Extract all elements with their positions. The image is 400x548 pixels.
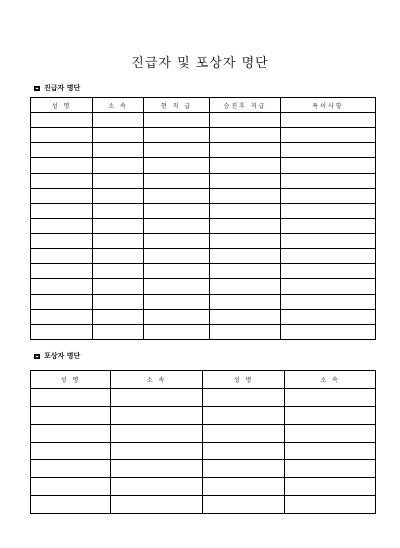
table-cell[interactable] xyxy=(31,406,111,424)
table-cell[interactable] xyxy=(93,203,144,218)
table-cell[interactable] xyxy=(281,264,376,279)
table-row xyxy=(31,143,376,158)
table-cell[interactable] xyxy=(285,424,376,442)
table-cell[interactable] xyxy=(281,158,376,173)
table-cell[interactable] xyxy=(31,389,111,407)
table-row xyxy=(31,460,376,478)
table-cell[interactable] xyxy=(93,309,144,324)
table-cell[interactable] xyxy=(281,324,376,339)
table-cell[interactable] xyxy=(210,264,281,279)
table-cell[interactable] xyxy=(144,234,210,249)
table-cell[interactable] xyxy=(93,249,144,264)
section-label-text: 진급자 명단 xyxy=(44,84,81,92)
table-cell[interactable] xyxy=(281,203,376,218)
table-row xyxy=(31,309,376,324)
table-cell[interactable] xyxy=(281,218,376,233)
table-cell[interactable] xyxy=(93,143,144,158)
table-cell[interactable] xyxy=(144,309,210,324)
table-cell[interactable] xyxy=(93,158,144,173)
table-cell[interactable] xyxy=(281,294,376,309)
table-cell[interactable] xyxy=(144,279,210,294)
section-label-awards xyxy=(34,351,80,361)
table-cell[interactable] xyxy=(31,478,111,496)
table-row xyxy=(31,294,376,309)
table-cell[interactable] xyxy=(285,442,376,460)
table-row xyxy=(31,442,376,460)
table-cell[interactable] xyxy=(210,234,281,249)
table-row xyxy=(31,234,376,249)
table-cell[interactable] xyxy=(31,234,93,249)
table-row xyxy=(31,203,376,218)
table-cell[interactable] xyxy=(93,279,144,294)
table-cell[interactable] xyxy=(281,279,376,294)
table-cell[interactable] xyxy=(31,309,93,324)
table-cell[interactable] xyxy=(144,249,210,264)
table-cell[interactable] xyxy=(203,442,285,460)
column-header-current-rank: 현 직 급 xyxy=(144,98,210,113)
table-cell[interactable] xyxy=(111,406,203,424)
table-cell[interactable] xyxy=(210,143,281,158)
section-label-text: 포상자 명단 xyxy=(44,352,81,360)
table-cell[interactable] xyxy=(203,496,285,514)
table-row xyxy=(31,424,376,442)
table-cell[interactable] xyxy=(93,324,144,339)
table-row xyxy=(31,249,376,264)
table-cell[interactable] xyxy=(111,460,203,478)
table-cell[interactable] xyxy=(285,478,376,496)
table-cell[interactable] xyxy=(281,188,376,203)
table-cell[interactable] xyxy=(31,324,93,339)
table-cell[interactable] xyxy=(31,188,93,203)
table-cell[interactable] xyxy=(285,460,376,478)
column-header-department: 소 속 xyxy=(93,98,144,113)
column-header-remarks: 특이사항 xyxy=(281,98,376,113)
table-cell[interactable] xyxy=(111,442,203,460)
table-cell[interactable] xyxy=(31,143,93,158)
table-cell[interactable] xyxy=(210,188,281,203)
column-header-department: 소 속 xyxy=(285,371,376,389)
table-cell[interactable] xyxy=(93,234,144,249)
table-cell[interactable] xyxy=(210,279,281,294)
table-cell[interactable] xyxy=(31,173,93,188)
section-label-promotions xyxy=(34,83,80,93)
table-cell[interactable] xyxy=(111,496,203,514)
table-cell[interactable] xyxy=(111,478,203,496)
table-cell[interactable] xyxy=(93,113,144,128)
table-cell[interactable] xyxy=(31,496,111,514)
table-row xyxy=(31,264,376,279)
table-cell[interactable] xyxy=(31,424,111,442)
table-cell[interactable] xyxy=(93,294,144,309)
column-header-name: 성 명 xyxy=(203,371,285,389)
table-cell[interactable] xyxy=(144,203,210,218)
table-cell[interactable] xyxy=(31,203,93,218)
table-row xyxy=(31,279,376,294)
table-cell[interactable] xyxy=(31,218,93,233)
table-cell[interactable] xyxy=(210,309,281,324)
table-cell[interactable] xyxy=(203,424,285,442)
table-cell[interactable] xyxy=(203,478,285,496)
table-cell[interactable] xyxy=(144,158,210,173)
promotion-table xyxy=(30,97,376,340)
table-cell[interactable] xyxy=(281,113,376,128)
table-cell[interactable] xyxy=(93,173,144,188)
table-cell[interactable] xyxy=(93,188,144,203)
column-header-name: 성 명 xyxy=(31,371,111,389)
table-cell[interactable] xyxy=(144,188,210,203)
award-table xyxy=(30,370,376,514)
table-cell[interactable] xyxy=(93,264,144,279)
table-cell[interactable] xyxy=(281,234,376,249)
table-row xyxy=(31,496,376,514)
column-header-rank-after-promotion: 승진후 직급 xyxy=(210,98,281,113)
table-cell[interactable] xyxy=(210,218,281,233)
table-header-row xyxy=(31,371,376,389)
square-bullet-icon xyxy=(34,354,40,359)
table-cell[interactable] xyxy=(210,113,281,128)
table-cell[interactable] xyxy=(285,389,376,407)
table-cell[interactable] xyxy=(93,128,144,143)
table-cell[interactable] xyxy=(31,460,111,478)
table-cell[interactable] xyxy=(93,218,144,233)
table-cell[interactable] xyxy=(203,406,285,424)
table-row xyxy=(31,188,376,203)
table-cell[interactable] xyxy=(210,203,281,218)
table-cell[interactable] xyxy=(281,143,376,158)
table-cell[interactable] xyxy=(210,128,281,143)
table-cell[interactable] xyxy=(144,218,210,233)
table-cell[interactable] xyxy=(144,173,210,188)
table-cell[interactable] xyxy=(210,249,281,264)
table-cell[interactable] xyxy=(210,158,281,173)
table-cell[interactable] xyxy=(111,424,203,442)
table-header-row xyxy=(31,98,376,113)
table-cell[interactable] xyxy=(144,294,210,309)
table-cell[interactable] xyxy=(111,389,203,407)
table-cell[interactable] xyxy=(31,442,111,460)
table-cell[interactable] xyxy=(281,173,376,188)
table-cell[interactable] xyxy=(31,158,93,173)
column-header-department: 소 속 xyxy=(111,371,203,389)
table-cell[interactable] xyxy=(281,309,376,324)
column-header-name: 성 명 xyxy=(31,98,93,113)
square-bullet-icon xyxy=(34,86,40,91)
table-cell[interactable] xyxy=(281,128,376,143)
table-cell[interactable] xyxy=(210,324,281,339)
table-cell[interactable] xyxy=(31,264,93,279)
table-row xyxy=(31,128,376,143)
table-row xyxy=(31,324,376,339)
table-cell[interactable] xyxy=(31,249,93,264)
table-row xyxy=(31,113,376,128)
document-title: 진급자 및 포상자 명단 xyxy=(131,56,269,71)
table-cell[interactable] xyxy=(31,128,93,143)
table-cell[interactable] xyxy=(31,279,93,294)
table-cell[interactable] xyxy=(210,294,281,309)
table-row xyxy=(31,158,376,173)
table-cell[interactable] xyxy=(203,460,285,478)
table-cell[interactable] xyxy=(285,496,376,514)
table-cell[interactable] xyxy=(31,113,93,128)
table-cell[interactable] xyxy=(144,143,210,158)
table-row xyxy=(31,406,376,424)
table-cell[interactable] xyxy=(281,249,376,264)
table-row xyxy=(31,389,376,407)
table-cell[interactable] xyxy=(144,113,210,128)
table-cell[interactable] xyxy=(210,173,281,188)
table-cell[interactable] xyxy=(144,264,210,279)
table-cell[interactable] xyxy=(144,128,210,143)
table-cell[interactable] xyxy=(144,324,210,339)
table-cell[interactable] xyxy=(285,406,376,424)
table-row xyxy=(31,218,376,233)
table-cell[interactable] xyxy=(203,389,285,407)
table-row xyxy=(31,478,376,496)
table-row xyxy=(31,173,376,188)
table-cell[interactable] xyxy=(31,294,93,309)
